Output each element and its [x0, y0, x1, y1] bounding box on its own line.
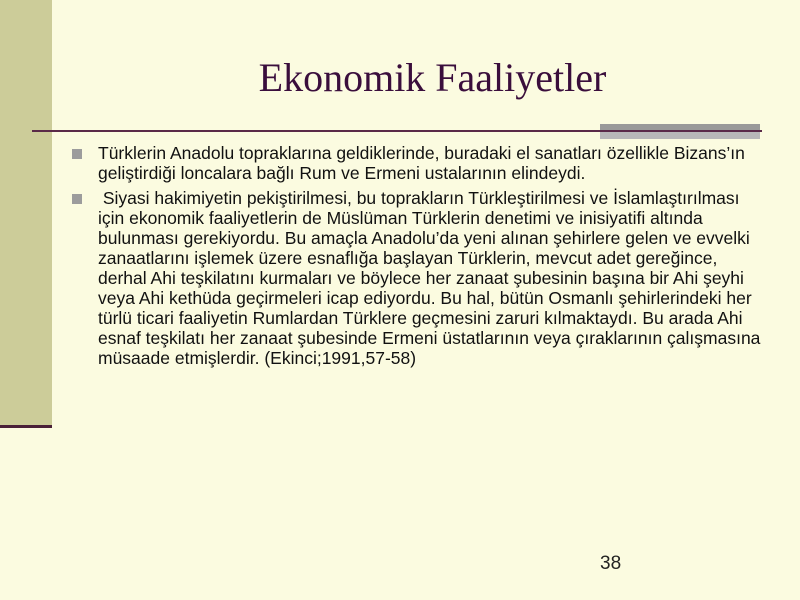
left-decorative-bar: [0, 0, 52, 428]
accent-block-light: [600, 132, 760, 139]
page-number: 38: [600, 553, 622, 574]
bullet-item: [70, 143, 770, 183]
slide-title: Ekonomik Faaliyetler: [258, 55, 607, 100]
bullet-text: Siyasi hakimiyetin pekiştirilmesi, bu toprakların Türkleştirilmesi ve İslamlaştırılması için ekonomik faaliyetlerin de Müslüman Türklerin denetimi ve inisiyatifi altında bulunması gerekiyordu. Bu amaçla Anadolu’da yeni alınan şehirlere gelen ve evvelki zanaatlarını işlemek üzere esnaflığa başlayan Türklerin, mevcut adet gereğince, derhal Ahi teşkilatını kurmaları ve böylece her zanaat şubesinin başına bir Ahi şeyhi veya Ahi kethüda geçirmeleri icap ediyordu. Bu hal, bütün Osmanlı şehirlerindeki her türlü ticari faaliyetin Rumlardan Türklere geçmesini zaruri kılmaktaydı. Bu arada Ahi esnaf teşkilatı her zanaat şubesinde Ermeni üstatlarının veya çıraklarının çalışmasına müsaade etmişlerdir. (Ekinci;1991,57-58): [98, 188, 766, 368]
bullet-item: [70, 188, 770, 368]
bullet-list: [70, 143, 770, 373]
square-bullet-icon: [72, 149, 82, 159]
left-bar-bottom-line: [0, 425, 52, 428]
bullet-text: Türklerin Anadolu topraklarına geldiklerinde, buradaki el sanatları özellikle Bizans’ın geliştirdiği loncalara bağlı Rum ve Ermeni ustalarının elindeydi.: [98, 143, 745, 183]
title-divider: [32, 130, 762, 132]
square-bullet-icon: [72, 194, 82, 204]
